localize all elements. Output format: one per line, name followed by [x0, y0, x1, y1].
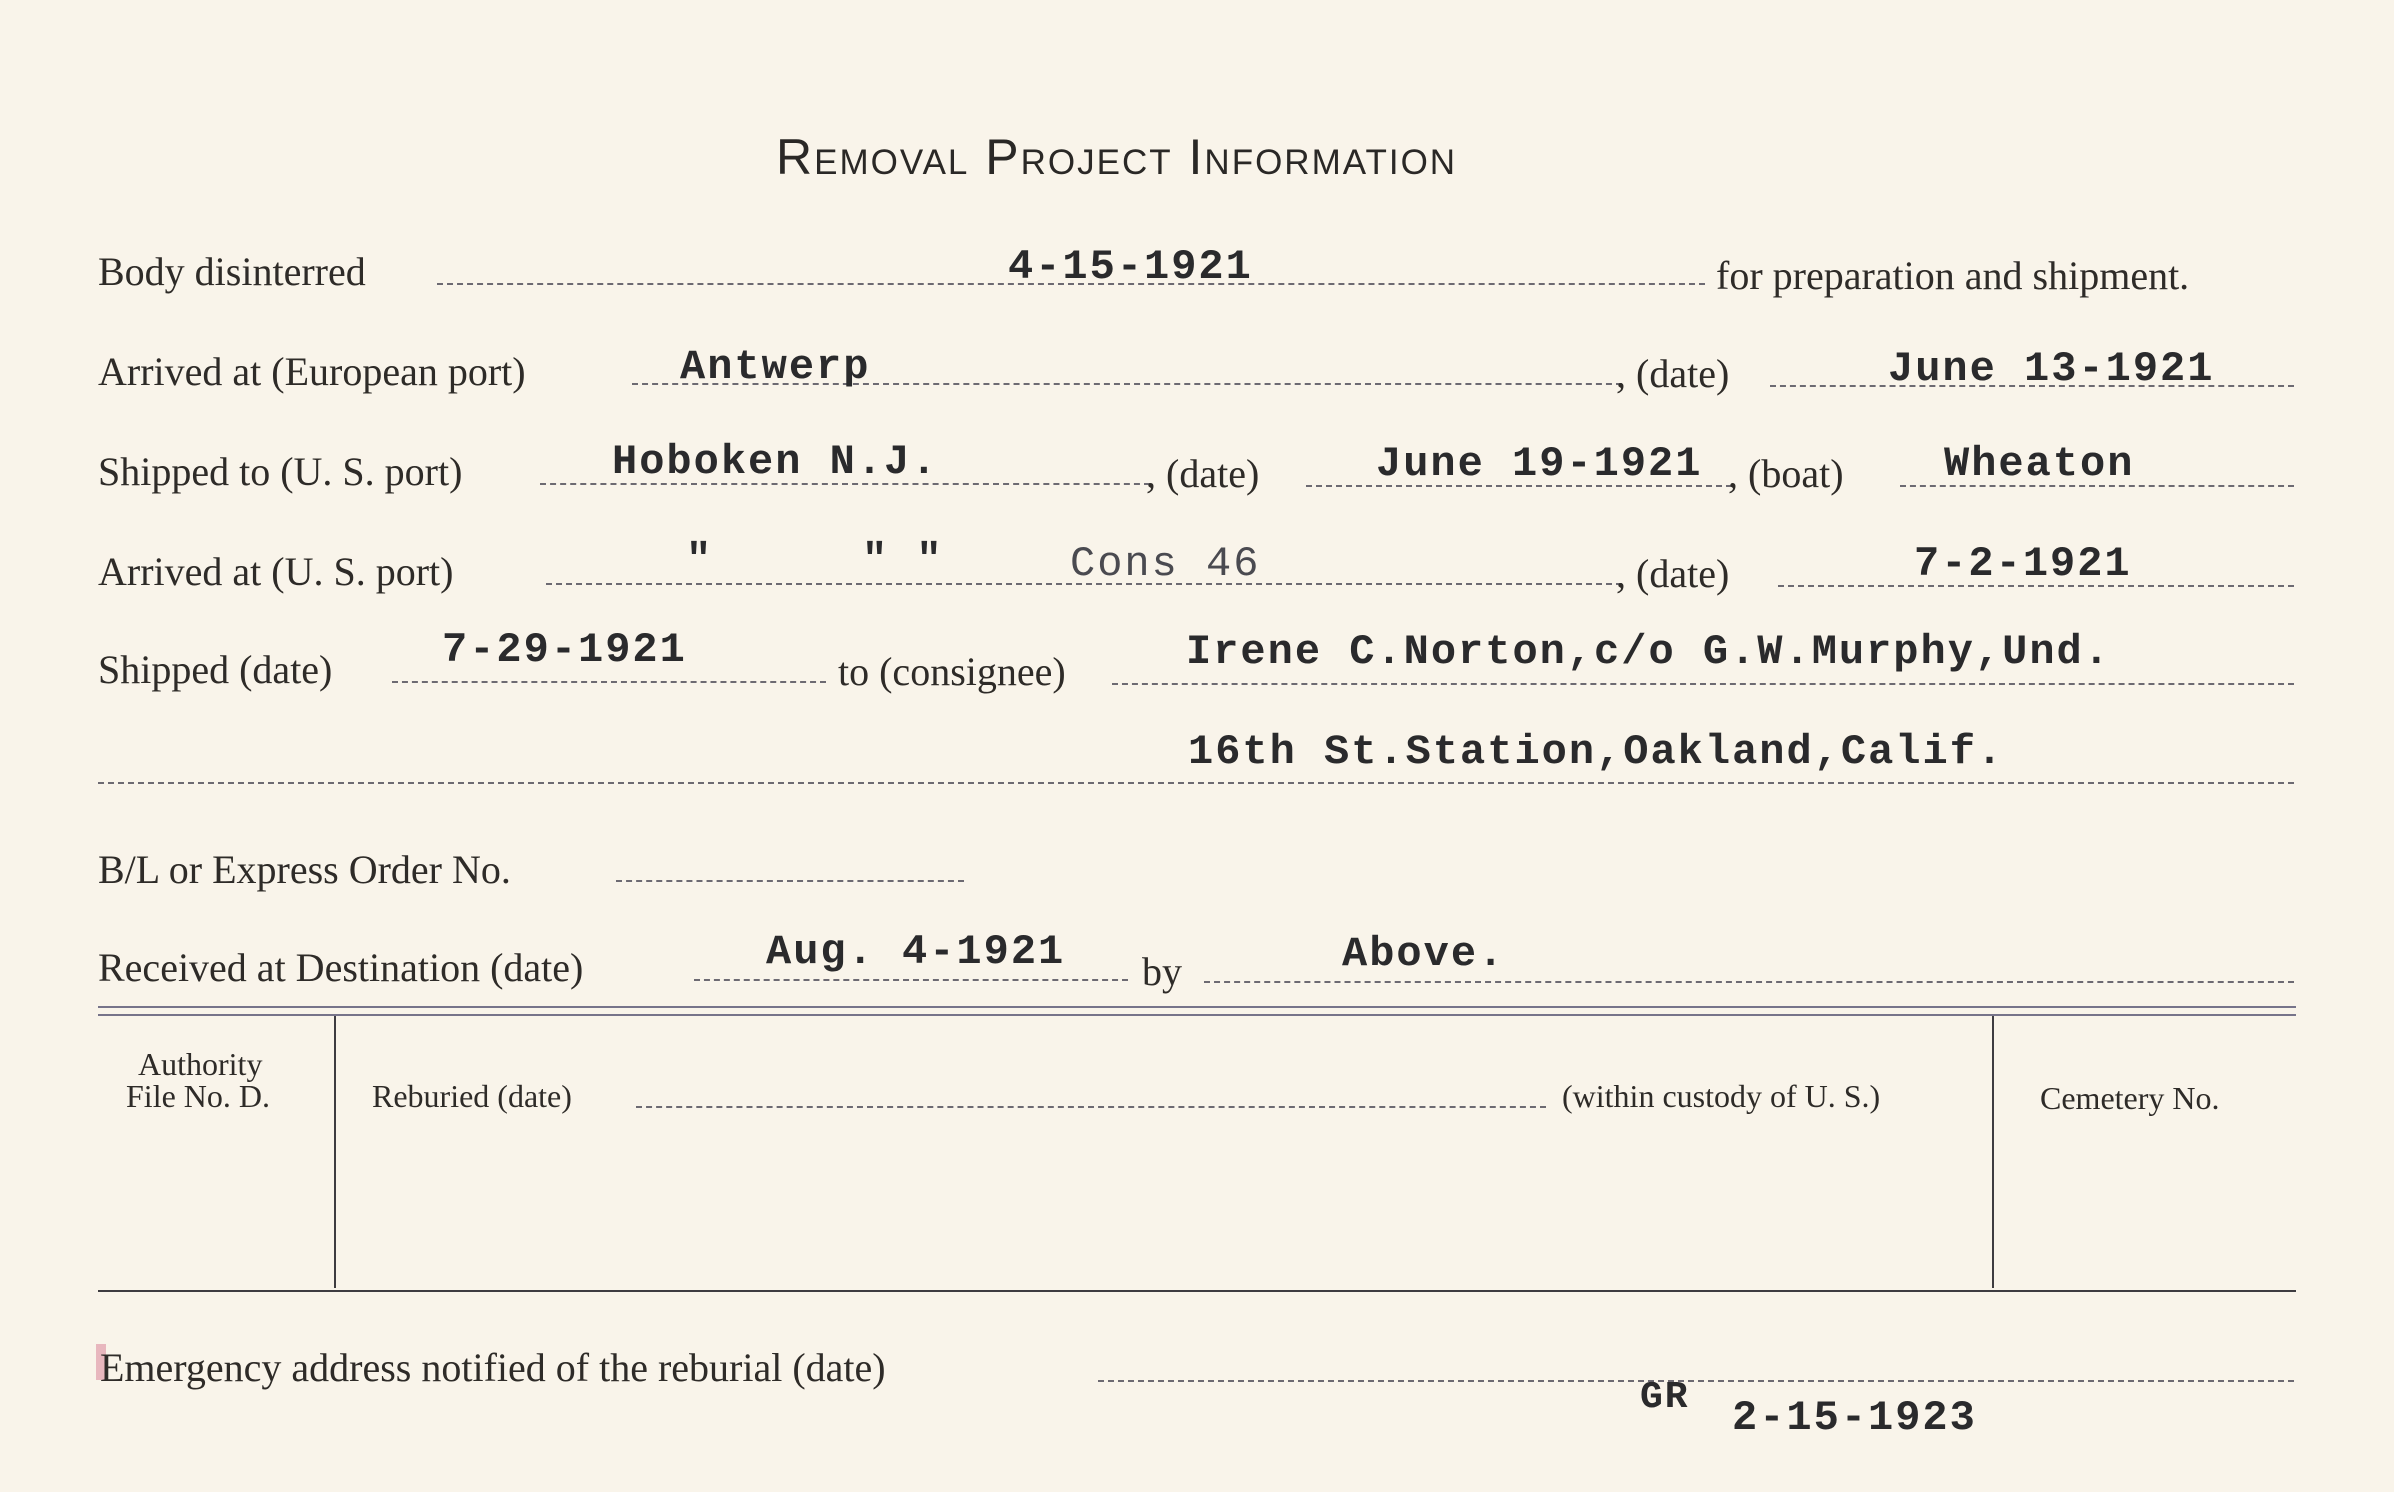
consignee-line-2-value: 16th St.Station,Oakland,Calif.: [1188, 728, 2005, 776]
shipped-us-value: Hoboken N.J.: [612, 438, 939, 486]
reburied-line: [636, 1106, 1546, 1108]
body-disinterred-value: 4-15-1921: [1008, 243, 1253, 291]
bl-order-label: B/L or Express Order No.: [98, 847, 511, 892]
reburied-label: Reburied (date): [372, 1078, 572, 1114]
received-line: [694, 979, 1128, 981]
table-divider-left: [334, 1016, 336, 1288]
arrived-european-date-value: June 13-1921: [1888, 345, 2215, 393]
emergency-label: Emergency address notified of the reburial (date): [100, 1345, 886, 1390]
custody-label: (within custody of U. S.): [1562, 1078, 1881, 1114]
body-disinterred-label: Body disinterred: [98, 249, 366, 294]
table-top-rule-1: [98, 1006, 2296, 1008]
received-by-value: Above.: [1342, 930, 1506, 978]
table-top-rule-2: [98, 1014, 2296, 1016]
arrived-european-label: Arrived at (European port): [98, 349, 526, 394]
consignee-label: to (consignee): [838, 649, 1066, 694]
emergency-value: 2-15-1923: [1732, 1394, 1977, 1442]
arrived-european-value: Antwerp: [680, 343, 871, 391]
consignee-line-1: [1112, 683, 2294, 685]
arrived-us-date-value: 7-2-1921: [1914, 540, 2132, 588]
table-bottom-rule: [98, 1290, 2296, 1292]
shipped-date-label: Shipped (date): [98, 647, 333, 692]
arrived-us-ditto-1: ": [686, 536, 714, 584]
arrived-us-label: Arrived at (U. S. port): [98, 549, 454, 594]
card-title: Removal Project Information: [776, 129, 1458, 185]
cemetery-label: Cemetery No.: [2040, 1080, 2220, 1116]
shipped-us-date-value: June 19-1921: [1376, 440, 1703, 488]
received-label: Received at Destination (date): [98, 945, 584, 990]
body-disinterred-suffix: for preparation and shipment.: [1716, 253, 2190, 298]
arrived-us-value: Cons 46: [1070, 540, 1261, 588]
authority-label-1: Authority: [138, 1046, 263, 1082]
shipped-us-boat-label: , (boat): [1728, 451, 1844, 496]
emergency-initials: GR: [1640, 1376, 1690, 1419]
received-by-line: [1204, 981, 2294, 983]
shipped-date-value: 7-29-1921: [442, 626, 687, 674]
bl-order-line: [616, 880, 964, 882]
shipped-us-label: Shipped to (U. S. port): [98, 449, 463, 494]
arrived-us-ditto-2: " ": [862, 536, 944, 584]
consignee-line-2: [98, 782, 2294, 784]
received-value: Aug. 4-1921: [766, 928, 1066, 976]
arrived-european-date-label: , (date): [1616, 351, 1730, 396]
received-by-label: by: [1142, 949, 1182, 994]
shipped-us-date-label: , (date): [1146, 451, 1260, 496]
consignee-line-1-value: Irene C.Norton,c/o G.W.Murphy,Und.: [1186, 628, 2111, 676]
shipped-date-line: [392, 681, 826, 683]
authority-label-2: File No. D.: [126, 1078, 270, 1114]
emergency-line: [1098, 1380, 2294, 1382]
arrived-us-date-label: , (date): [1616, 551, 1730, 596]
shipped-us-boat-value: Wheaton: [1944, 440, 2135, 488]
table-divider-right: [1992, 1016, 1994, 1288]
